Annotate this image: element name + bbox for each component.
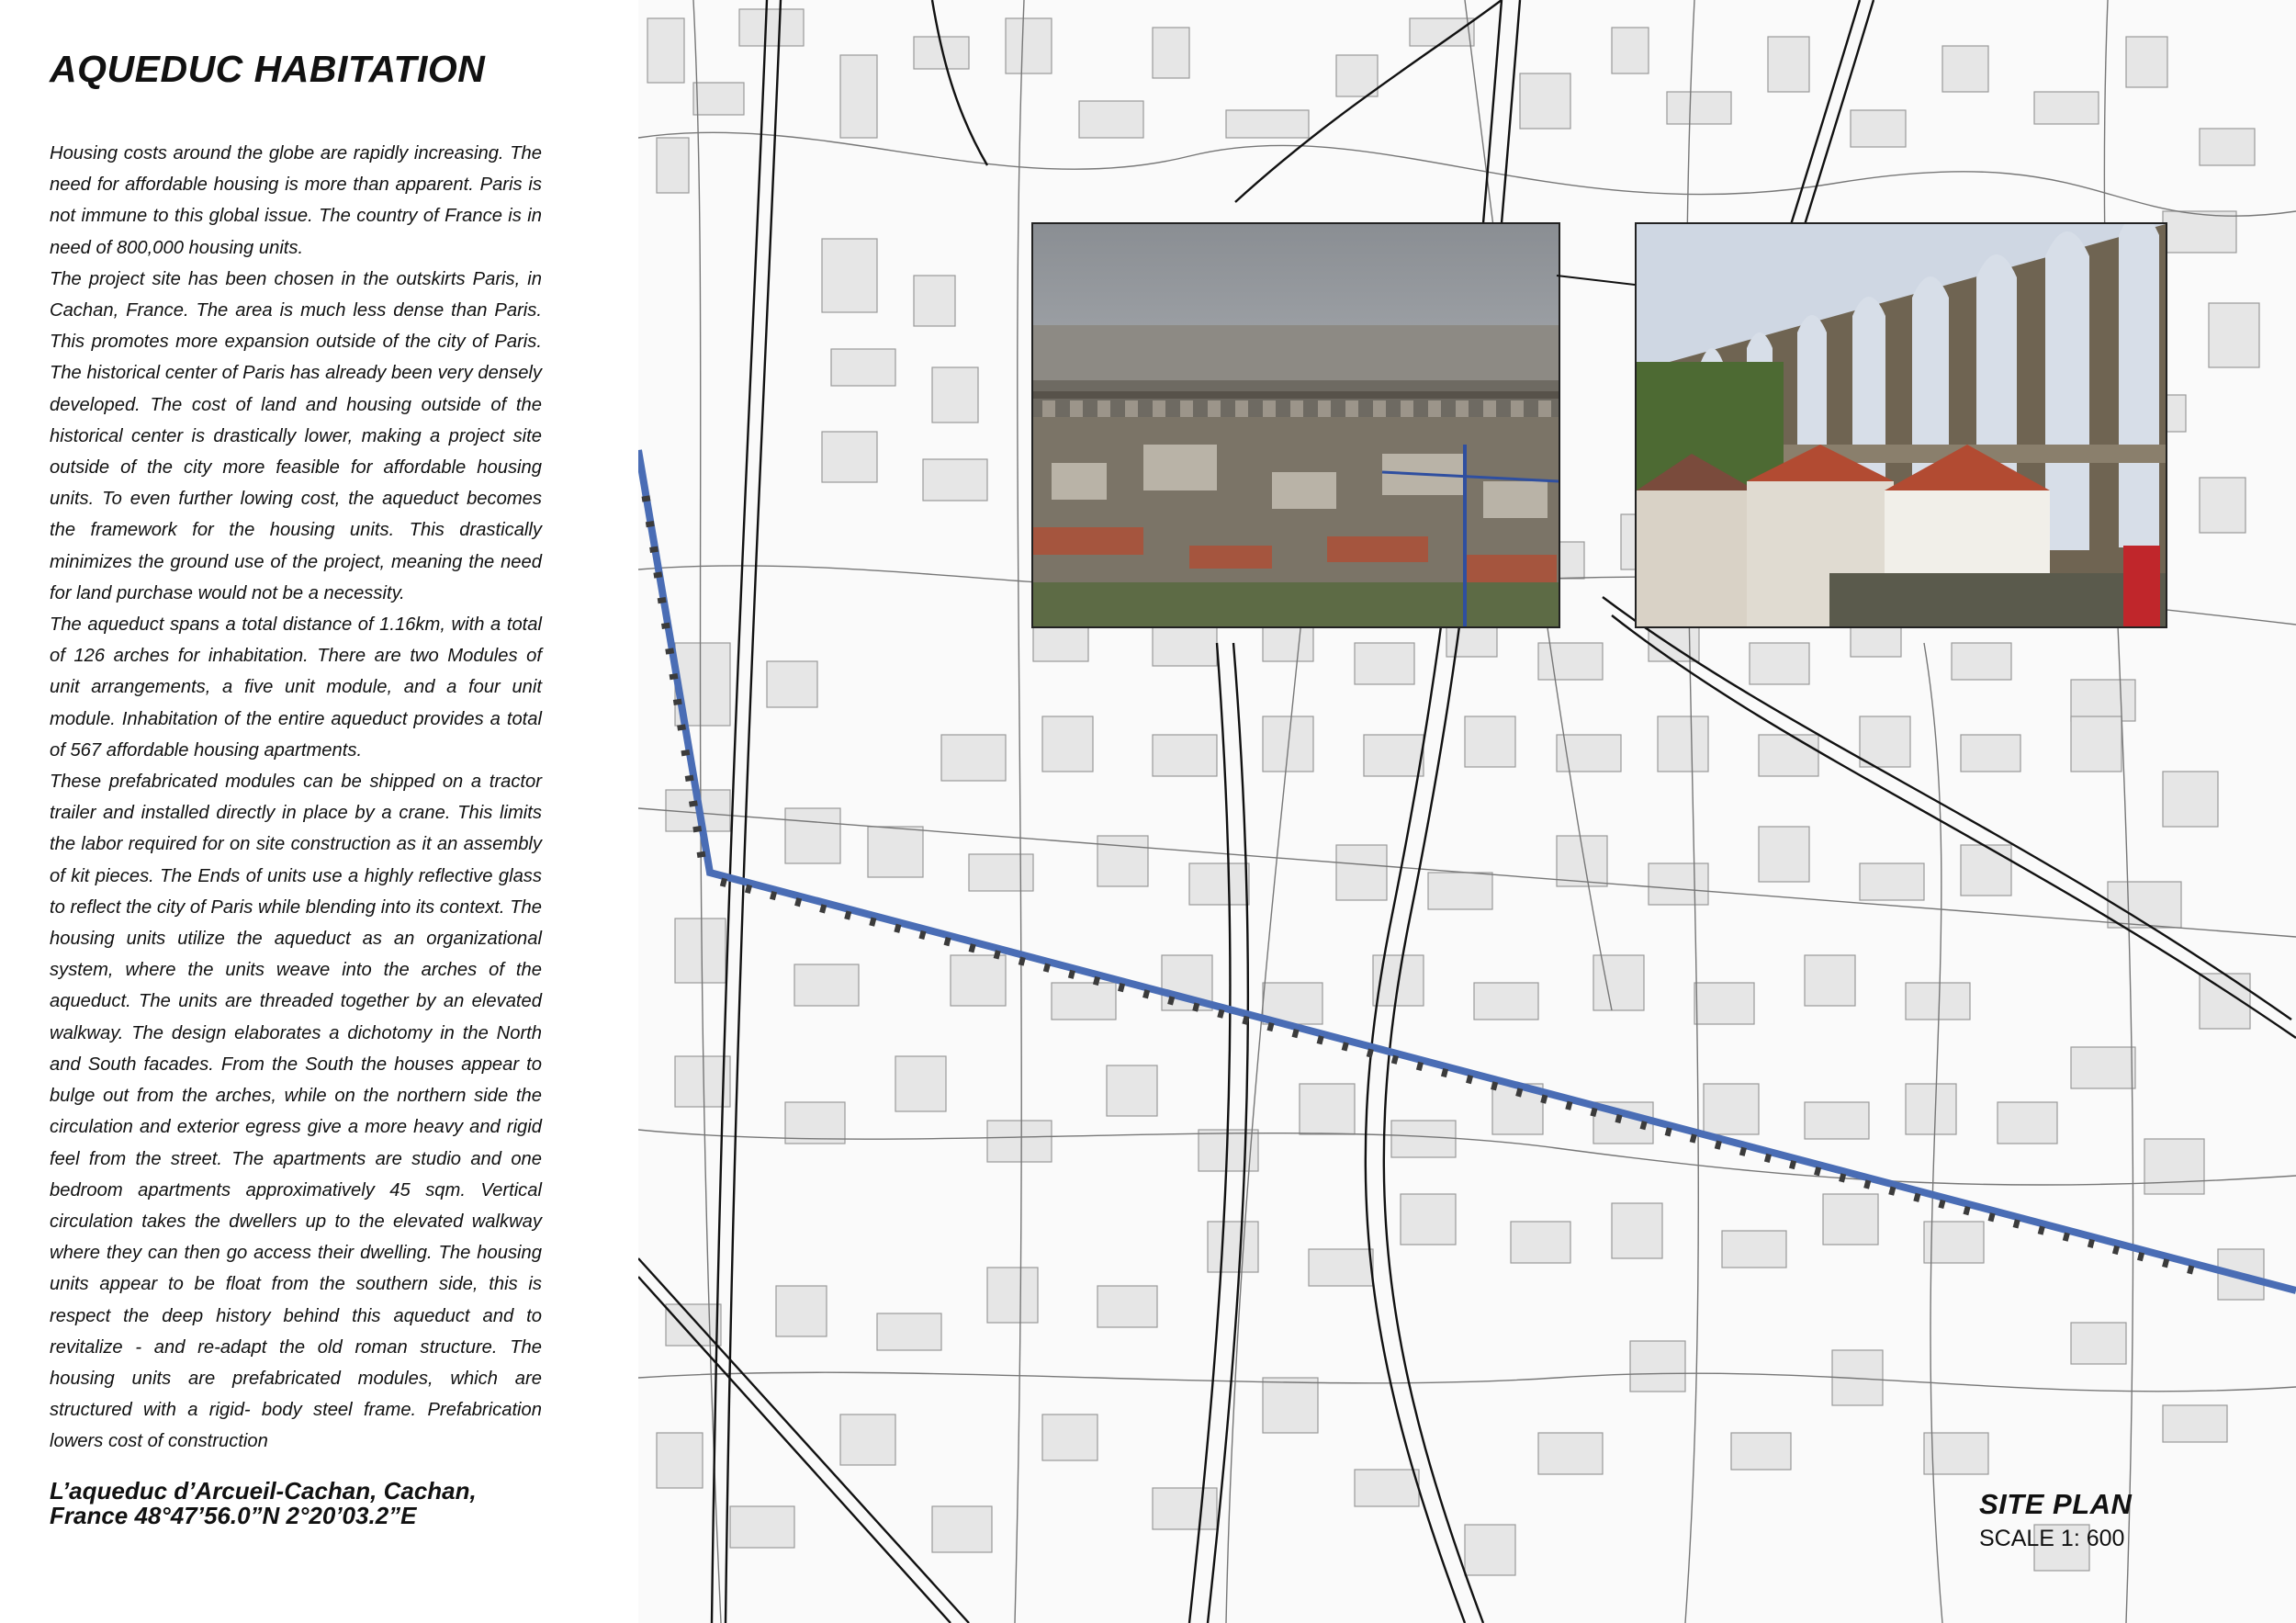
paragraph-4: These prefabricated modules can be shipped on a tractor trailer and installed directly in place by a crane. This limits the labor required for on site construction as it an assembly of kit pieces. The Ends of units use a highly reflective glass to reflect the city of Paris while blending into its context. The housing units utilize the aqueduct as an organizational system, where the units weave into the arches of the aqueduct. The units are threaded together by an elevated walkway. The design elaborates a dichotomy in the North and South facades. From the South the houses appear to bulge out from the arches, while on the northern side the circulation and exterior egress give a more heavy and rigid feel from the street. The apartments are studio and one bedroom apartments approximatively 45 sqm. Vertical circulation takes the dwellers up to the elevated walkway where they can then go access their dwelling. The housing units appear to be float from the southern side, this is respect the deep history behind this aqueduct and to revitalize - and re-adapt the old roman structure. The housing units are prefabricated modules, which are structured with a rigid- body steel frame. Prefabrication lowers cost of construction	[50, 772, 542, 1452]
site-plan-map	[638, 0, 2296, 1623]
paragraph-1: Housing costs around the globe are rapidly increasing. The need for affordable housing is more than apparent. Paris is not immune to this global issue. The country of France is in need of 800,000 housing units.	[50, 143, 542, 258]
description	[50, 138, 542, 1458]
location-line-1: L’aqueduc d’Arcueil-Cachan, Cachan,	[50, 1477, 477, 1505]
location-line-2: France 48°47’56.0”N 2°20’03.2”E	[50, 1502, 417, 1529]
site-plan-title: SITE PLAN	[1979, 1488, 2133, 1520]
paragraph-3: The aqueduct spans a total distance of 1.16km, with a total of 126 arches for inhabitation. There are two Modules of unit arrangements, a five unit module, and a four unit module. Inhabitation of the entire aqueduct provides a total of 567 affordable housing apartments.	[50, 614, 542, 761]
page-title: AQUEDUC HABITATION	[50, 48, 486, 90]
site-plan-scale: SCALE 1: 600	[1979, 1526, 2125, 1551]
paragraph-2: The project site has been chosen in the outskirts Paris, in Cachan, France. The area is much less dense than Paris. This promotes more expansion outside of the city of Paris. The historical center of Paris has already been very densely developed. The cost of land and housing outside of the historical center is drastically lower, making a project site outside of the city more feasible for affordable housing units. To even further lowing cost, the aqueduct becomes the framework for the housing units. This drastically minimizes the ground use of the project, meaning the need for land purchase would not be a necessity.	[50, 268, 542, 603]
location-caption	[50, 1479, 564, 1528]
site-plan-label	[1979, 1488, 2273, 1554]
map-overlay-lines	[638, 0, 2296, 1623]
text-column	[50, 46, 542, 1607]
